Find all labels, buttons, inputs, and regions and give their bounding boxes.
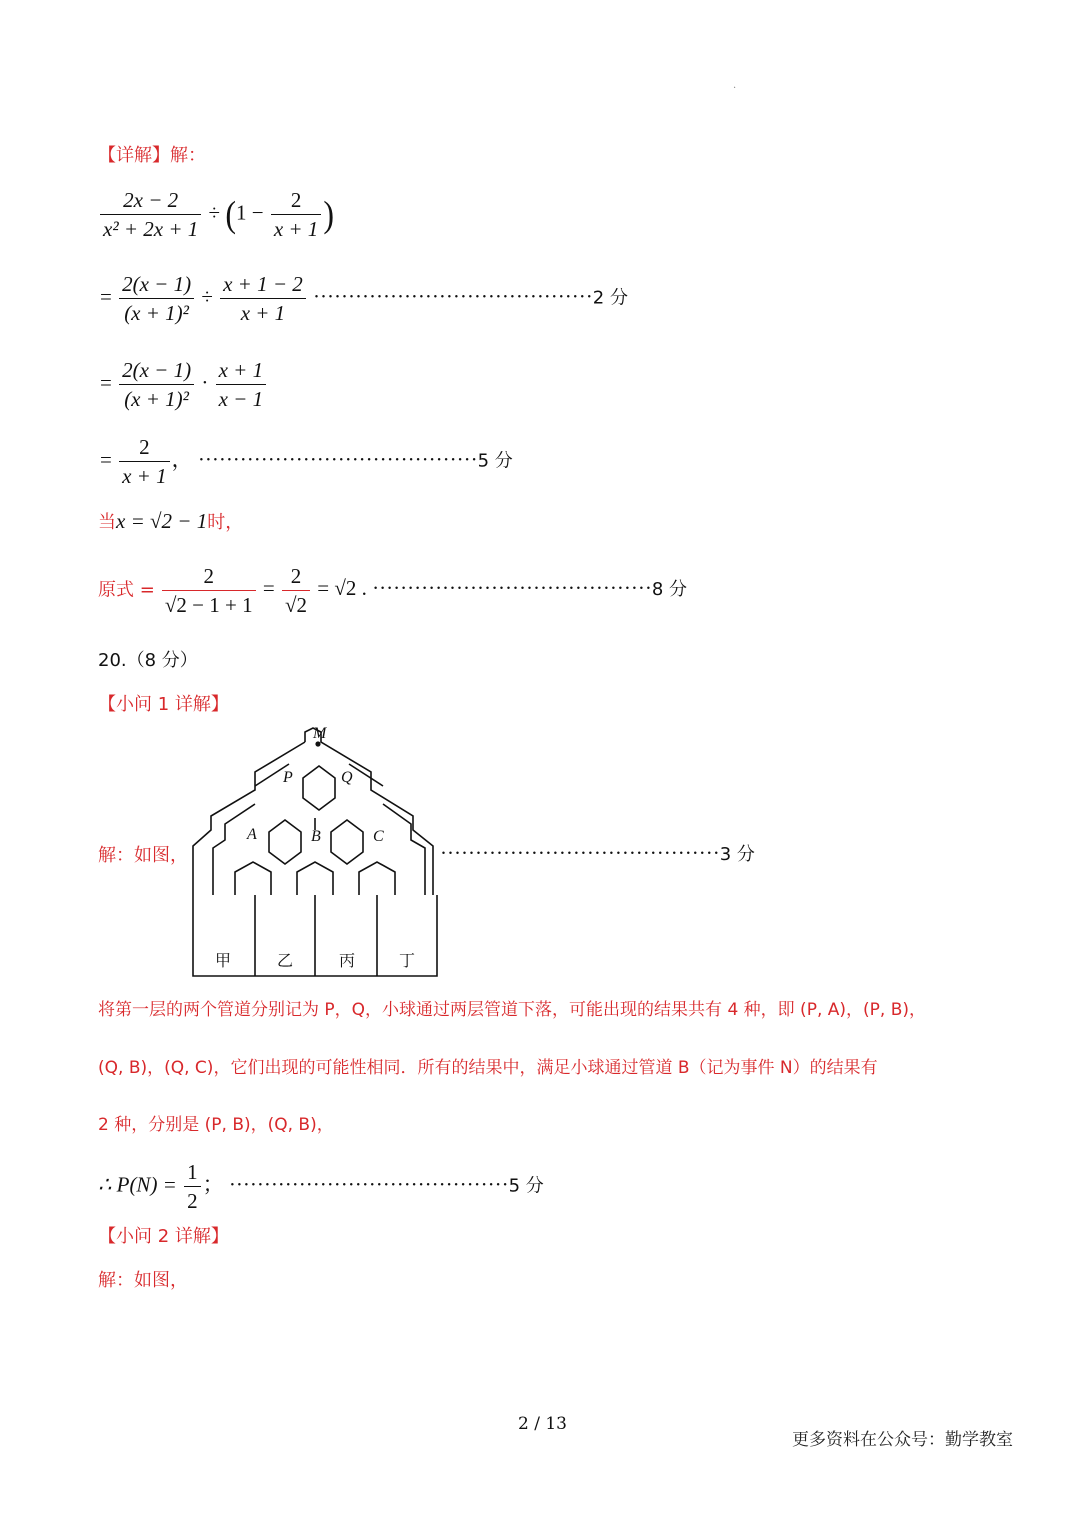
prob-line: ∴ P(N) = $\frac{1}{2}$ ； ········································5 分 (98, 1160, 544, 1213)
label-A: A (247, 826, 257, 843)
orig-score: 8 分 (651, 579, 688, 601)
expr-line-3: = $\frac{2(x - 1)}{\text{(x + 1)²}}$ · $\frac{x + 1}{x - 1}$ (100, 356, 268, 413)
label-C: C (373, 828, 384, 845)
label-B: B (311, 828, 321, 845)
l1-inner-den: x + 1 (273, 217, 319, 241)
bin-2: 乙 (276, 951, 294, 970)
prob-den: 2 (187, 1189, 198, 1213)
page-number: 2 / 13 (518, 1414, 567, 1434)
l1-inner: 1 − (235, 200, 264, 225)
bin-3: 丙 (338, 951, 356, 970)
diagram-score: 3 分 (719, 844, 755, 865)
question-20: 20.（8 分） (98, 650, 198, 671)
bin-4: 丁 (398, 951, 416, 970)
l4-num: 2 (119, 433, 170, 462)
prob-prefix: ∴ P(N) = (98, 1172, 177, 1197)
l3-den2: x − 1 (218, 387, 264, 411)
label-P: P (283, 769, 293, 786)
original-line: 原式 = $\frac{2}{√2 - 1 + 1}$ = $\frac{2}{√2}$ = √2 . ········································8 分 (98, 564, 688, 617)
l3-op: · (201, 370, 209, 395)
l2-num2: x + 1 − 2 (220, 270, 306, 299)
original-label: 原式 = (98, 579, 155, 601)
expr-line-1: $\frac{2x - 2}{\text{x² + 2x + 1}}$ ÷ (1 − $\frac{2}{x + 1}$ ) (98, 186, 334, 243)
header-mark: . (733, 80, 737, 91)
expr-line-2: = $\frac{2(x - 1)}{\text{(x + 1)²}}$ ÷ $\frac{x + 1 - 2}{x + 1}$ ········································2 分 (100, 272, 628, 325)
detail-heading: 【详解】解： (98, 145, 206, 166)
l2-num: 2(x − 1) (119, 270, 194, 299)
l4-score: 5 分 (477, 450, 513, 472)
prob-num: 1 (184, 1158, 201, 1187)
l1-den: x² + 2x + 1 (103, 217, 199, 241)
orig-f2-num: 2 (282, 562, 310, 591)
orig-f1-den: √2 − 1 + 1 (164, 593, 253, 617)
para-3: 2 种，分别是 (P, B)，(Q, B)， (98, 1115, 334, 1135)
footer-note: 更多资料在公众号：勤学教室 (792, 1430, 1013, 1450)
label-Q: Q (341, 769, 353, 786)
sub2-heading: 【小问 2 详解】 (98, 1226, 229, 1247)
label-M: M (313, 725, 327, 742)
l3-den: (x + 1)² (124, 387, 189, 411)
when-math: x = √2 − 1 (116, 509, 208, 533)
bin-1: 甲 (214, 951, 232, 970)
l1-op: ÷ (208, 200, 221, 225)
when-suffix: 时， (207, 512, 244, 533)
sub2-intro: 解：如图， (98, 1270, 188, 1291)
diagram-score-line: ········································3 分 (440, 841, 755, 865)
l2-den: (x + 1)² (124, 301, 189, 325)
orig-f1-num: 2 (162, 562, 256, 591)
sub1-heading: 【小问 1 详解】 (98, 694, 229, 715)
when-line (98, 508, 243, 534)
expr-line-4: = $\frac{2}{x + 1}$ ， ········································5 分 (100, 435, 513, 488)
l1-num: 2x − 2 (100, 186, 201, 215)
orig-result: √2 (334, 576, 357, 601)
when-prefix: 当 (98, 512, 116, 533)
l3-num: 2(x − 1) (119, 356, 194, 385)
pipe-diagram (185, 720, 445, 982)
l2-op: ÷ (201, 284, 213, 309)
l1-inner-num: 2 (271, 186, 322, 215)
prob-score: 5 分 (508, 1175, 544, 1197)
l2-score: 2 分 (592, 287, 628, 309)
para-2: (Q, B)，(Q, C)，它们出现的可能性相同．所有的结果中，满足小球通过管道 B（记为事件 N）的结果有 (98, 1058, 878, 1078)
l2-den2: x + 1 (240, 301, 286, 325)
sub1-intro: 解：如图， (98, 845, 188, 866)
prob-suffix: ； (202, 1172, 224, 1197)
l3-num2: x + 1 (216, 356, 267, 385)
l4-den: x + 1 (122, 464, 167, 488)
orig-f2-den: √2 (284, 593, 307, 617)
para-1: 将第一层的两个管道分别记为 P，Q，小球通过两层管道下落，可能出现的结果共有 4 种，即 (P, A)，(P, B)， (98, 1000, 927, 1020)
